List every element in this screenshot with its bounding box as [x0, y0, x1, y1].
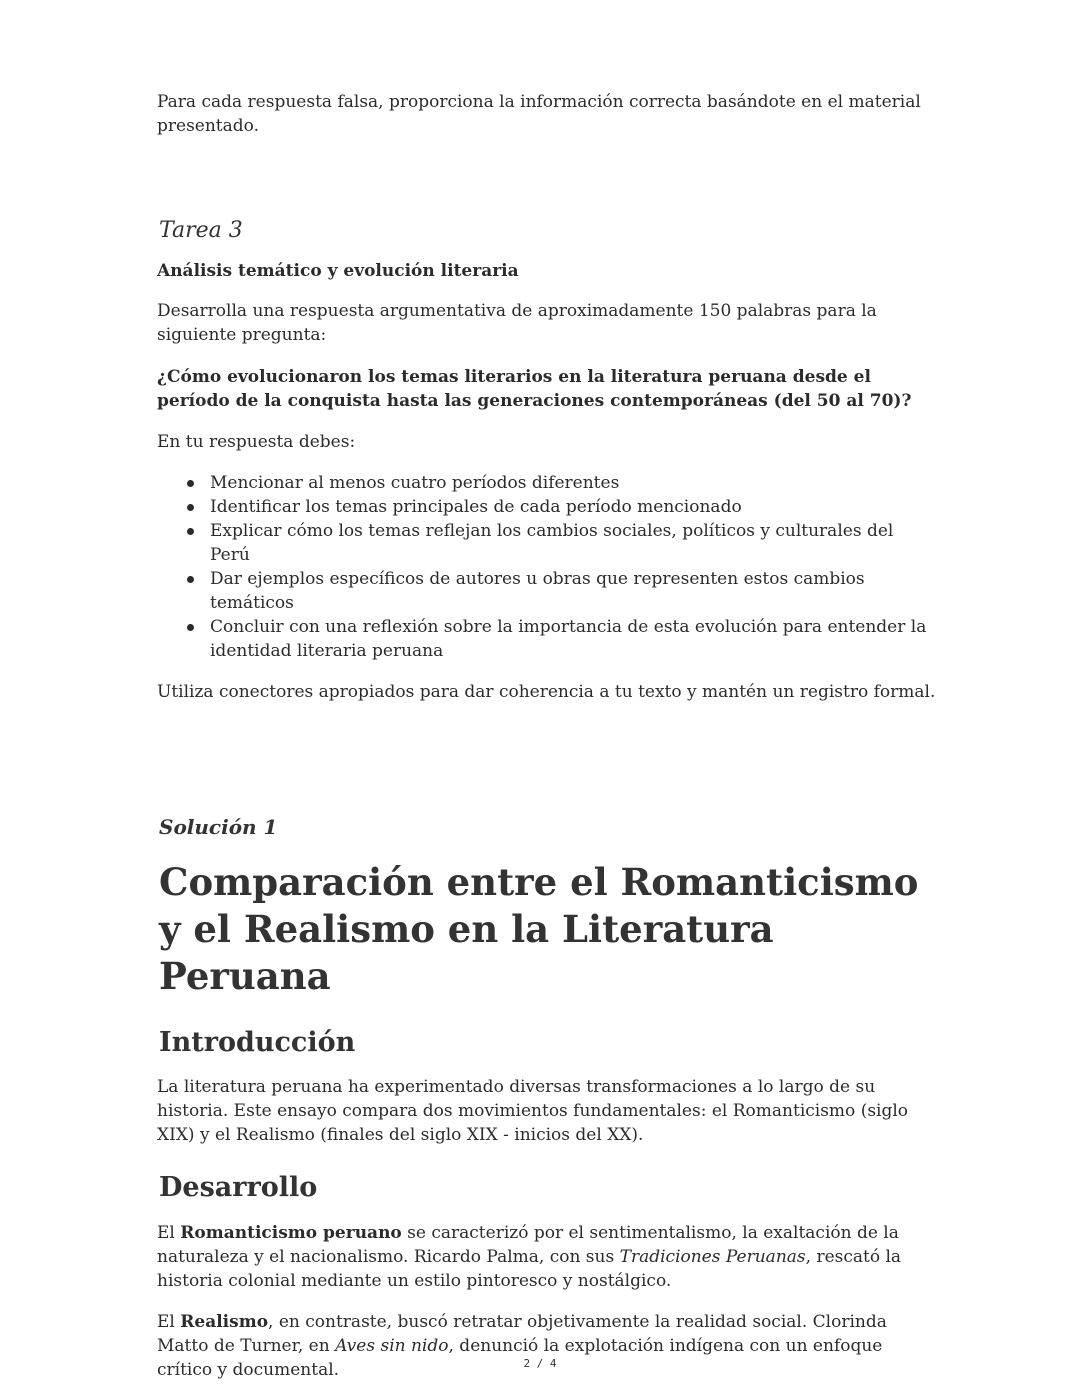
tarea-label: Tarea 3	[159, 218, 243, 243]
list-item-text: Explicar cómo los temas reflejan los cambios sociales, políticos y culturales del Perú	[210, 521, 894, 565]
bullet-icon	[187, 528, 194, 535]
romanticismo-paragraph	[157, 1221, 937, 1293]
tarea-subtitle: Análisis temático y evolución literaria	[157, 261, 519, 281]
bullet-icon	[187, 624, 194, 631]
list-item-text: Concluir con una reflexión sobre la importancia de esta evolución para entender la identidad literaria peruana	[210, 617, 927, 661]
list-item-text: Identificar los temas principales de cada período mencionado	[210, 497, 742, 517]
realismo-post: , denunció la explotación indígena con un enfoque crítico y documental.	[157, 1336, 883, 1380]
page-number: 2 / 4	[523, 1357, 557, 1370]
bullet-icon	[187, 576, 194, 583]
romanticismo-post: , rescató la historia colonial mediante un estilo pintoresco y nostálgico.	[157, 1247, 902, 1291]
list-item	[210, 519, 937, 567]
tarea-closing: Utiliza conectores apropiados para dar coherencia a tu texto y mantén un registro formal.	[157, 682, 936, 702]
desarrollo-heading: Desarrollo	[159, 1172, 318, 1203]
romanticismo-work-title: Tradiciones Peruanas	[619, 1247, 806, 1267]
romanticismo-mid: se caracterizó por el sentimentalismo, la exaltación de la naturaleza y el nacionalismo. Ricardo Palma, con sus	[157, 1223, 899, 1267]
list-item	[210, 495, 937, 519]
list-item	[210, 567, 937, 615]
realismo-work-title: Aves sin nido	[335, 1336, 449, 1356]
tarea-requirements-intro: En tu respuesta debes:	[157, 432, 356, 452]
introduccion-heading: Introducción	[159, 1027, 356, 1058]
realismo-mid: , en contraste, buscó retratar objetivamente la realidad social. Clorinda Matto de Turner, en	[157, 1312, 887, 1356]
list-item-text: Dar ejemplos específicos de autores u obras que representen estos cambios temáticos	[210, 569, 865, 613]
solucion-title: Comparación entre el Romanticismo y el Realismo en la Literatura Peruana	[159, 860, 919, 998]
realismo-pre: El	[157, 1312, 181, 1332]
tarea-question: ¿Cómo evolucionaron los temas literarios en la literatura peruana desde el período de la conquista hasta las generaciones contemporáneas (del 50 al 70)?	[157, 367, 912, 411]
tarea-instruction: Desarrolla una respuesta argumentativa de aproximadamente 150 palabras para la siguiente pregunta:	[157, 301, 877, 345]
realismo-paragraph	[157, 1310, 937, 1382]
requirements-list	[157, 471, 937, 663]
bullet-icon	[187, 480, 194, 487]
introduccion-paragraph: La literatura peruana ha experimentado diversas transformaciones a lo largo de su historia. Este ensayo compara dos movimientos fundamentales: el Romanticismo (siglo XIX) y el Realismo (finales del siglo XIX - inicios del XX).	[157, 1077, 909, 1145]
romanticismo-term: Romanticismo peruano	[180, 1223, 402, 1243]
romanticismo-pre: El	[157, 1223, 181, 1243]
list-item-text: Mencionar al menos cuatro períodos diferentes	[210, 473, 620, 493]
realismo-term: Realismo	[180, 1312, 269, 1332]
solucion-label: Solución 1	[159, 815, 278, 839]
bullet-icon	[187, 504, 194, 511]
list-item	[210, 615, 937, 663]
list-item	[210, 471, 937, 495]
intro-paragraph: Para cada respuesta falsa, proporciona la información correcta basándote en el material presentado.	[157, 92, 921, 136]
page-content	[157, 90, 937, 1382]
